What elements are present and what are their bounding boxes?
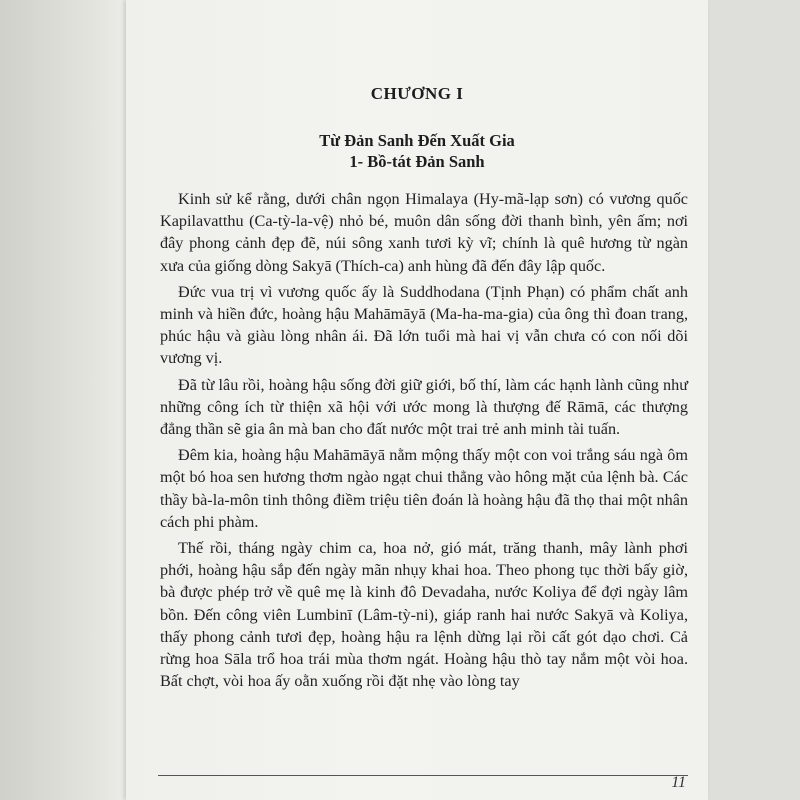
paragraph: Đã từ lâu rồi, hoàng hậu sống đời giữ giới, bố thí, làm các hạnh lành cũng như những công ích từ thiện xã hội với ước mong là thượng đế Rāmā, các thượng đẳng thần sẽ gia ân mà ban cho đất nước một trai trẻ anh minh tài tuấn. xyxy=(160,375,688,439)
paragraph: Kinh sử kể rằng, dưới chân ngọn Himalaya (Hy-mã-lạp sơn) có vương quốc Kapilavatthu (Ca-tỳ-la-vệ) nhỏ bé, muôn dân sống đời thanh bình, yên ấm; nơi đây phong cảnh đẹp đẽ, núi sông xanh tươi kỳ vĩ; chính là quê hương từ ngàn xưa của giống dòng Sakyā (Thích-ca) anh hùng đã đến đây lập quốc. xyxy=(160,190,688,275)
book-page xyxy=(126,0,708,800)
paragraph: Đức vua trị vì vương quốc ấy là Suddhodana (Tịnh Phạn) có phẩm chất anh minh và hiền đức, hoàng hậu Mahāmāyā (Ma-ha-ma-gia) của ông thì đoan trang, phúc hậu và giàu lòng nhân ái. Đã lớn tuổi mà hai vị vẫn chưa có con nối dõi vương vị. xyxy=(160,282,688,368)
footer-rule xyxy=(158,775,688,776)
chapter-heading: CHƯƠNG I xyxy=(370,84,464,103)
paragraph: Đêm kia, hoàng hậu Mahāmāyā nằm mộng thấy một con voi trắng sáu ngà ôm một bó hoa sen hương thơm ngào ngạt chui thẳng vào hông mặt của lệnh bà. Các thầy bà-la-môn tinh thông điềm triệu tiên đoán là hoàng hậu đã thọ thai một nhân cách phi phàm. xyxy=(160,446,688,531)
subsection-title: 1- Bồ-tát Đản Sanh xyxy=(349,152,485,171)
body-text xyxy=(160,188,688,696)
page-number: 11 xyxy=(671,774,686,791)
paragraph: Thế rồi, tháng ngày chim ca, hoa nở, gió mát, trăng thanh, mây lành phơi phới, hoàng hậu sắp đến ngày mãn nhụy khai hoa. Theo phong tục thời bấy giờ, bà được phép trở về quê mẹ là kinh đô Devadaha, nước Koliya để đợi ngày lâm bồn. Đến công viên Lumbinī (Lâm-tỳ-ni), giáp ranh hai nước Sakyā và Koliya, thấy phong cảnh tươi đẹp, hoàng hậu ra lệnh dừng lại rồi cất gót dạo chơi. Cả rừng hoa Sāla trổ hoa trái mùa thơm ngát. Hoàng hậu thò tay nắm một vòi hoa. Bất chợt, vòi hoa ấy oằn xuống rồi đặt nhẹ vào lòng tay xyxy=(160,539,688,691)
background-surface xyxy=(704,0,800,800)
section-title: Từ Đản Sanh Đến Xuất Gia xyxy=(319,131,515,150)
left-page-edge xyxy=(0,0,131,800)
